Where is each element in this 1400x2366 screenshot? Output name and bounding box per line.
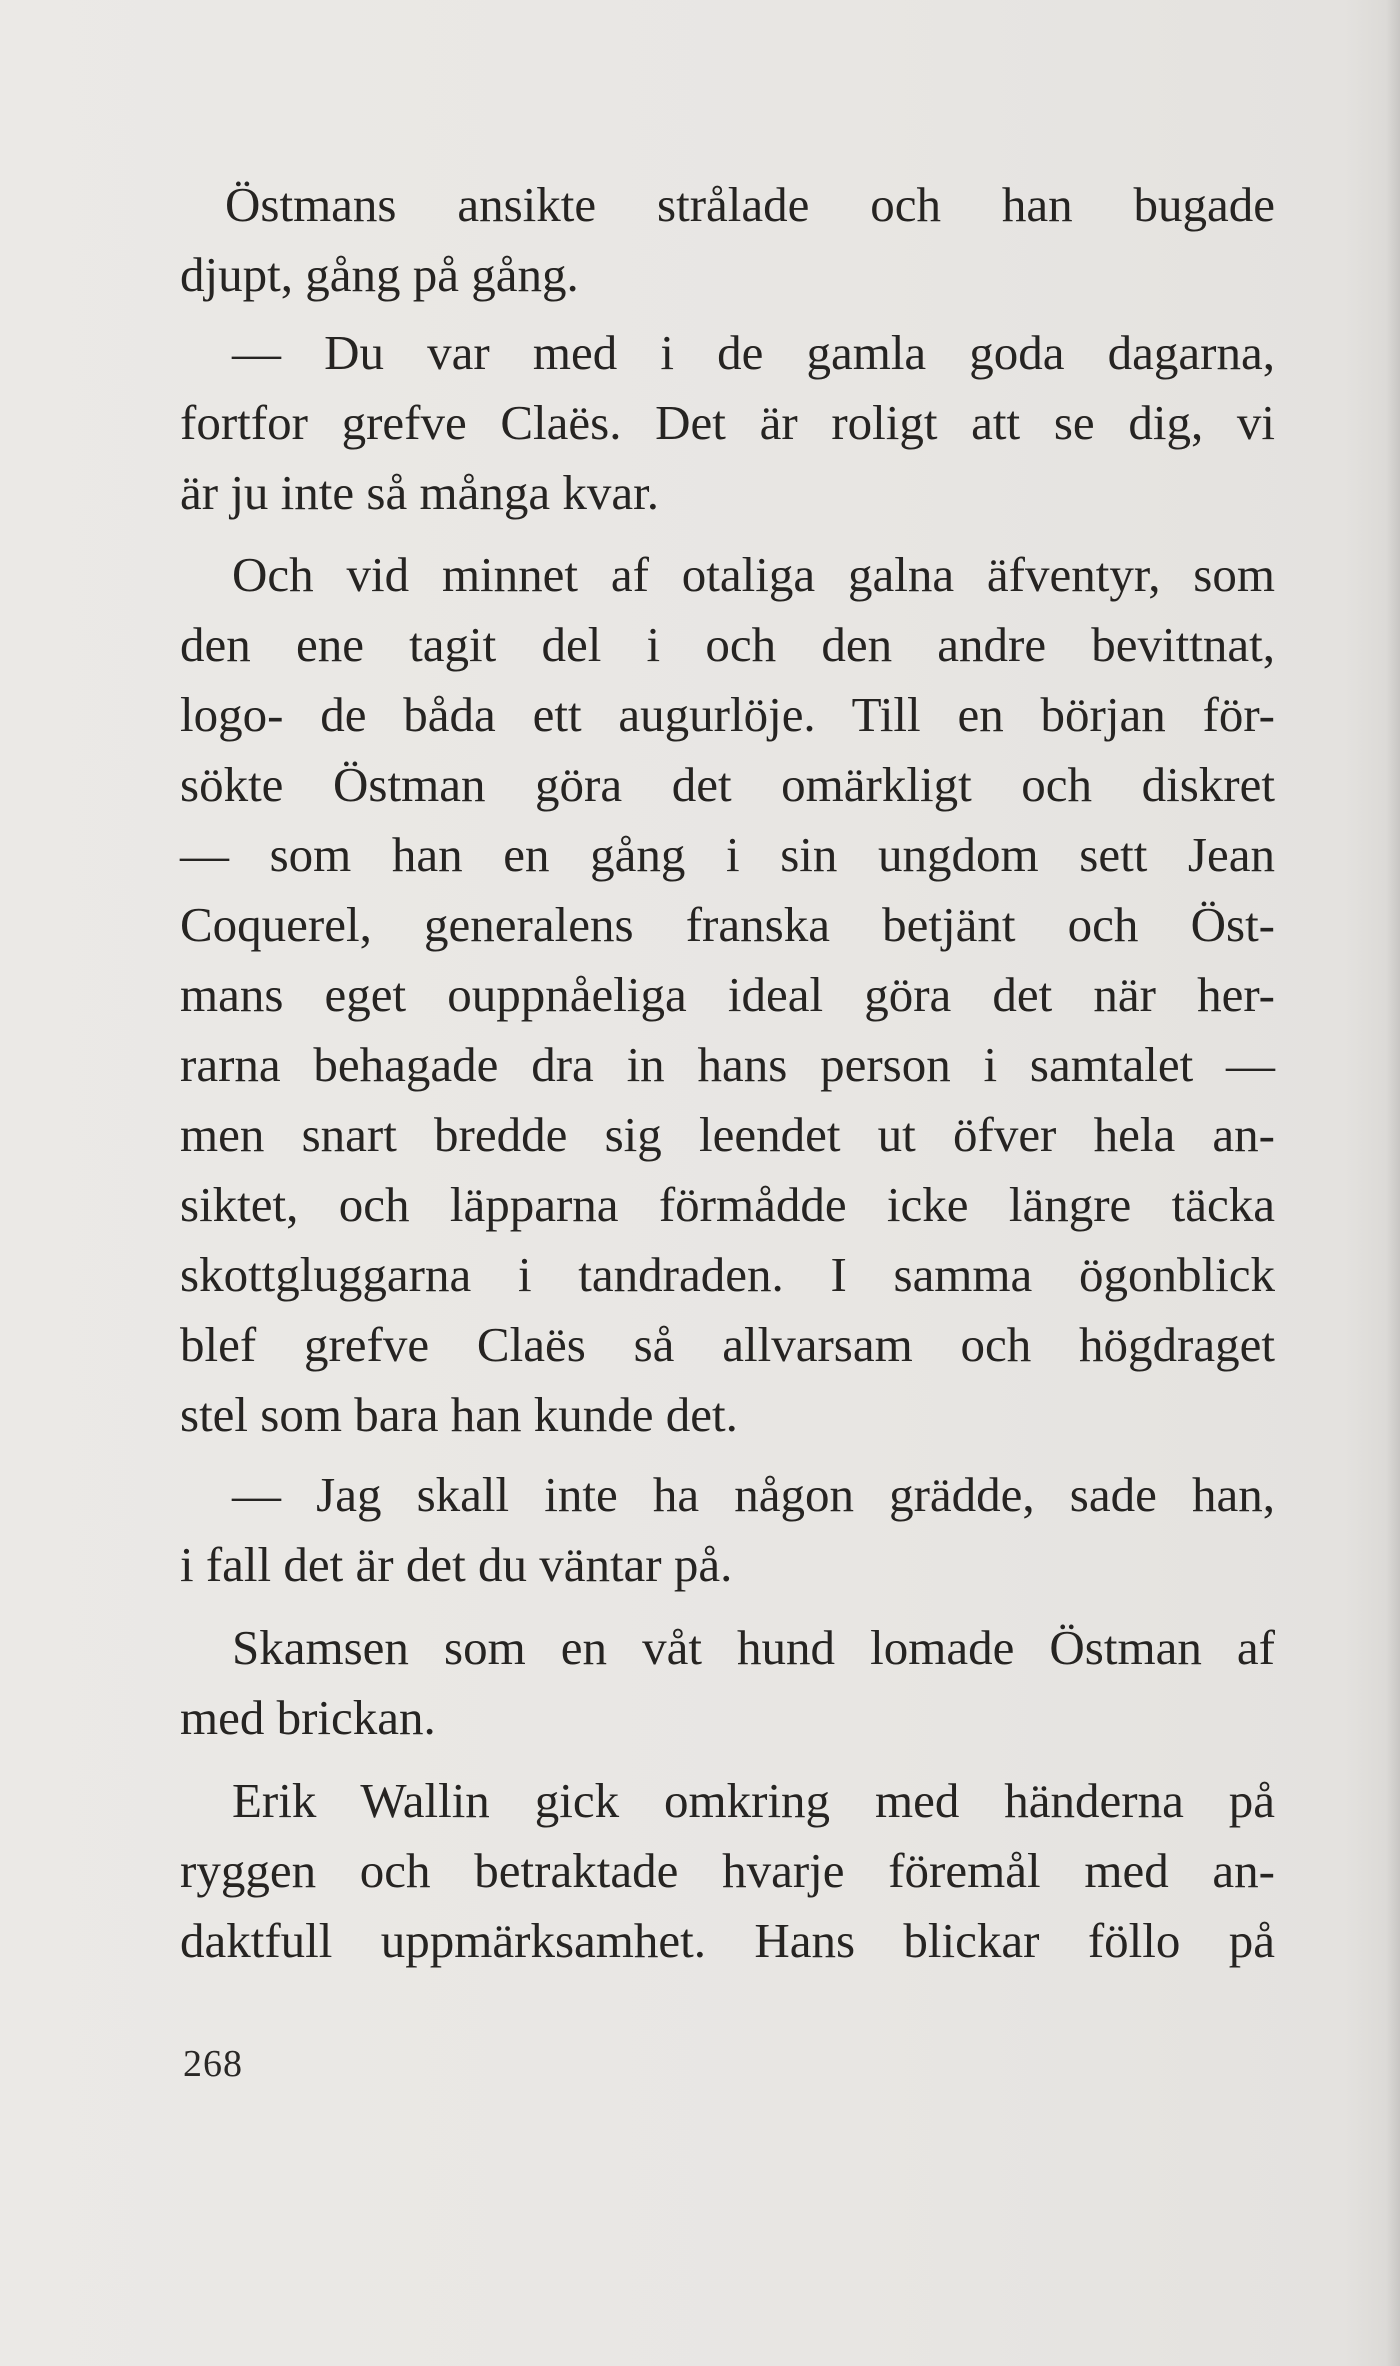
text-line: djupt, gång på gång. bbox=[180, 247, 579, 302]
text-line: — som han en gång i sin ungdom sett Jean bbox=[180, 827, 1275, 882]
text-line: sökte Östman göra det omärkligt och diskret bbox=[180, 757, 1275, 812]
text-line: stel som bara han kunde det. bbox=[180, 1387, 738, 1442]
text-line: ryggen och betraktade hvarje föremål med an- bbox=[180, 1843, 1275, 1898]
text-line: siktet, och läpparna förmådde icke längre täcka bbox=[180, 1177, 1275, 1232]
text-line: blef grefve Claës så allvarsam och högdraget bbox=[180, 1317, 1275, 1372]
text-line: med brickan. bbox=[180, 1690, 436, 1745]
page-number: 268 bbox=[183, 2043, 243, 2085]
text-line: Och vid minnet af otaliga galna äfventyr, som bbox=[232, 547, 1275, 602]
text-line: Östmans ansikte strålade och han bugade bbox=[225, 177, 1275, 232]
text-line: men snart bredde sig leendet ut öfver hela an- bbox=[180, 1107, 1275, 1162]
text-line: Skamsen som en våt hund lomade Östman af bbox=[232, 1620, 1275, 1675]
text-line: Erik Wallin gick omkring med händerna på bbox=[232, 1773, 1275, 1828]
text-line: logo- de båda ett augurlöje. Till en början för- bbox=[180, 687, 1275, 742]
text-line: mans eget ouppnåeliga ideal göra det när her- bbox=[180, 967, 1275, 1022]
text-line: — Jag skall inte ha någon grädde, sade han, bbox=[232, 1467, 1275, 1522]
text-line: i fall det är det du väntar på. bbox=[180, 1537, 733, 1592]
text-line: rarna behagade dra in hans person i samtalet — bbox=[180, 1037, 1275, 1092]
text-line: är ju inte så många kvar. bbox=[180, 465, 659, 520]
text-line: — Du var med i de gamla goda dagarna, bbox=[232, 325, 1275, 380]
text-line: fortfor grefve Claës. Det är roligt att se dig, vi bbox=[180, 395, 1275, 450]
text-line: daktfull uppmärksamhet. Hans blickar föllo på bbox=[180, 1913, 1275, 1968]
text-line: skottgluggarna i tandraden. I samma ögonblick bbox=[180, 1247, 1275, 1302]
text-line: Coquerel, generalens franska betjänt och Öst- bbox=[180, 897, 1275, 952]
page-edge-shadow bbox=[1386, 0, 1400, 2366]
text-line: den ene tagit del i och den andre bevittnat, bbox=[180, 617, 1275, 672]
